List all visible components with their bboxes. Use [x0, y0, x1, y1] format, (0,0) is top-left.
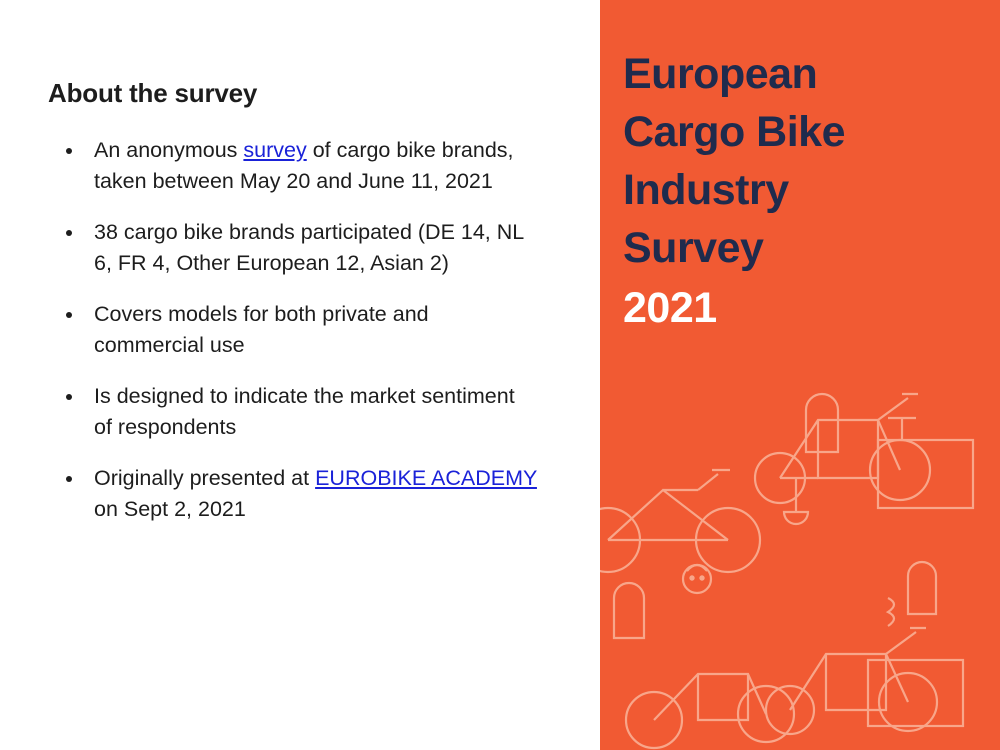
survey-link[interactable]: survey	[243, 138, 307, 162]
title-year: 2021	[623, 284, 717, 332]
list-item	[48, 217, 538, 278]
list-item	[48, 463, 538, 524]
title-panel	[578, 0, 1000, 750]
title-block	[578, 0, 1000, 337]
bullet-text-4: Is designed to indicate the market sentiment of respondents	[94, 384, 515, 439]
bullet-text-3: Covers models for both private and commercial use	[94, 302, 429, 357]
page-title: About the survey	[48, 78, 258, 108]
bullet-text-1b: of cargo bike brands, taken between May 20 and June 11, 2021	[94, 138, 514, 193]
bullet-text-5b: on Sept 2, 2021	[94, 496, 246, 521]
bullet-text-2: 38 cargo bike brands participated (DE 14, NL 6, FR 4, Other European 12, Asian 2)	[94, 220, 524, 275]
list-item	[48, 381, 538, 442]
title-line-1: European	[623, 50, 818, 98]
title-line-2: Cargo Bike	[623, 108, 846, 156]
panel-divider	[578, 0, 600, 750]
bullet-text-1a: An anonymous	[94, 138, 244, 162]
list-item	[48, 299, 538, 360]
title-line-4: Survey	[623, 224, 764, 272]
eurobike-academy-link[interactable]: EUROBIKE ACADEMY	[315, 466, 537, 490]
list-item	[48, 135, 538, 196]
bullet-text-5a: Originally presented at	[94, 466, 316, 490]
title-line-3: Industry	[623, 166, 789, 214]
bullet-list	[48, 135, 538, 524]
